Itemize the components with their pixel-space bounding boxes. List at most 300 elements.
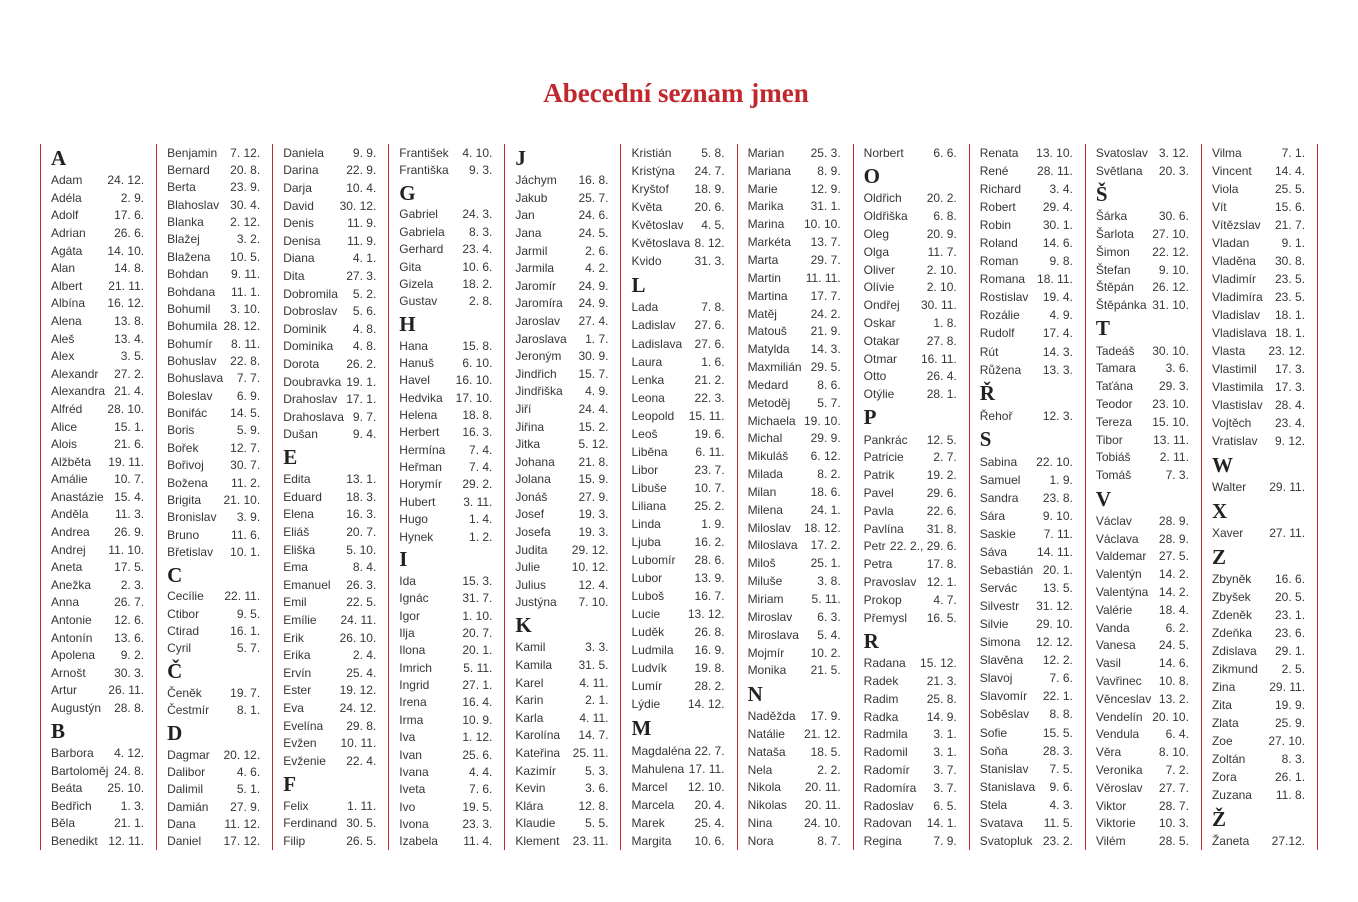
list-item — [748, 626, 841, 644]
list-item — [399, 493, 492, 510]
list-item-date: 26. 7. — [114, 595, 145, 610]
list-item-name: Hubert — [399, 494, 436, 509]
list-item-name: Julie — [515, 560, 541, 575]
letter-heading: W — [1211, 452, 1233, 477]
list-item-date: 25. 9. — [1275, 716, 1306, 730]
list-item — [1212, 478, 1305, 496]
list-item-date: 9. 10. — [1158, 262, 1189, 277]
list-item-date: 22. 1. — [1042, 689, 1073, 704]
list-item-name: Ludmila — [631, 643, 674, 658]
list-item — [864, 538, 957, 556]
list-item — [51, 541, 144, 559]
list-item-name: Ester — [283, 683, 312, 698]
list-item — [399, 815, 492, 832]
list-item — [51, 224, 144, 242]
list-item-date: 8. 2. — [817, 467, 841, 482]
list-item — [980, 633, 1073, 651]
list-item-name: Šarlota — [1095, 226, 1134, 241]
list-item-date: 13. 1. — [346, 472, 377, 487]
list-item-name: Justýna — [515, 595, 557, 610]
list-item-date: 3. 10. — [230, 301, 261, 316]
list-item-name: Anastázie — [51, 489, 104, 504]
letter-heading: T — [1095, 316, 1110, 341]
list-item-date: 27. 10. — [1152, 226, 1189, 241]
list-item-name: Martin — [747, 270, 781, 285]
list-item-name: Gabriel — [399, 207, 438, 222]
list-item-date: 4. 1. — [352, 251, 377, 266]
list-item — [980, 724, 1073, 742]
list-item-name: Bohdana — [167, 284, 216, 299]
list-item-name: Oleg — [863, 226, 890, 241]
list-item — [283, 390, 376, 408]
list-item-name: Petr — [863, 539, 886, 554]
list-item-name: Slavěna — [979, 653, 1024, 668]
list-item-name: Norbert — [863, 145, 904, 160]
list-item — [1212, 216, 1305, 234]
list-item — [631, 443, 724, 461]
list-item — [1096, 243, 1189, 261]
list-item-name: Eliška — [283, 542, 316, 557]
list-item-date: 8. 9. — [817, 163, 841, 178]
list-item — [748, 340, 841, 358]
list-item-name: Alexandr — [51, 366, 99, 381]
list-item — [51, 259, 144, 277]
list-item-name: Lada — [631, 300, 659, 315]
list-item-date: 22. 10. — [1036, 454, 1073, 469]
list-item-name: Maxmilián — [747, 360, 802, 375]
list-item-date: 15. 9. — [578, 472, 609, 487]
list-item-date: 7. 7. — [236, 371, 261, 386]
list-item-name: Gabriela — [399, 224, 445, 239]
list-item — [864, 225, 957, 243]
list-item-name: Vítězslav — [1211, 218, 1261, 232]
list-item-name: Jonáš — [515, 489, 548, 504]
list-item-name: Žaneta — [1211, 834, 1250, 848]
list-item-date: 22. 3. — [694, 390, 725, 405]
list-item-date: 9. 4. — [352, 427, 377, 442]
list-item-date: 4. 3. — [1049, 797, 1073, 812]
list-item-date: 23. 4. — [462, 242, 493, 257]
list-item-date: 13. 8. — [114, 313, 145, 328]
list-item — [980, 796, 1073, 814]
list-item-date: 24. 1. — [810, 502, 841, 517]
list-item-date: 3. 3. — [585, 640, 609, 655]
list-item-name: Michal — [747, 431, 783, 446]
list-item-date: 7. 11. — [1043, 527, 1073, 542]
list-item-name: Mariana — [747, 163, 791, 178]
list-item-date: 18. 1. — [1275, 308, 1306, 322]
list-item-name: Slavomír — [979, 689, 1028, 704]
list-item-name: Lucie — [631, 607, 661, 622]
list-item — [167, 300, 260, 317]
list-item — [631, 216, 724, 234]
list-item-date: 3. 6. — [1165, 361, 1189, 376]
list-item-date: 12. 1. — [926, 575, 957, 590]
list-item — [515, 744, 608, 762]
list-item-name: Libor — [631, 462, 659, 477]
list-item-date: 22. 9. — [346, 163, 377, 178]
letter-heading: S — [979, 427, 992, 452]
list-item-date: 29. 6. — [926, 486, 957, 501]
list-item-date: 24. 5. — [578, 225, 609, 240]
list-item-date: 4. 9. — [1049, 308, 1073, 323]
list-item-name: Antonín — [51, 630, 93, 645]
list-item — [515, 295, 608, 313]
list-item-name: Kvido — [631, 254, 662, 269]
list-item — [1096, 449, 1189, 467]
list-item — [980, 597, 1073, 615]
list-item — [1096, 360, 1189, 378]
list-item-date: 11. 2. — [231, 475, 261, 490]
list-item — [515, 435, 608, 453]
list-item — [980, 361, 1073, 379]
list-item-name: Svatava — [979, 815, 1024, 830]
list-item — [399, 223, 492, 240]
list-item-name: Jiří — [515, 401, 532, 416]
list-item-name: Pravoslav — [863, 575, 917, 590]
list-item-name: Ignác — [399, 591, 429, 606]
list-item-name: Miloslava — [747, 538, 798, 553]
list-item-date: 27. 7. — [1158, 780, 1189, 795]
list-item-date: 23. 8. — [1042, 490, 1073, 505]
list-item-date: 19. 3. — [578, 525, 609, 540]
list-item-date: 23. 9. — [230, 180, 261, 195]
list-item — [515, 259, 608, 277]
list-item — [167, 196, 260, 213]
list-item-name: Radana — [863, 656, 906, 671]
list-item-name: Jan — [515, 208, 535, 223]
list-item-date: 17. 10. — [455, 390, 493, 405]
list-item — [864, 431, 957, 449]
list-item — [283, 267, 376, 285]
list-item-name: Josef — [515, 507, 545, 522]
list-item — [980, 180, 1073, 198]
list-item-date: 6. 2. — [1165, 620, 1189, 635]
list-item — [51, 815, 144, 833]
list-item-name: Ondřej — [863, 298, 900, 313]
list-item-name: Václava — [1095, 531, 1139, 546]
list-item-name: Prokop — [863, 592, 902, 607]
list-item-date: 20. 11. — [804, 780, 841, 795]
list-item — [399, 161, 492, 178]
list-item-date: 26. 12. — [1152, 280, 1189, 295]
list-item-date: 23. 4. — [1275, 416, 1306, 430]
list-item — [399, 624, 492, 641]
list-item-name: Emílie — [283, 613, 317, 628]
list-item-date: 10. 8. — [1158, 673, 1189, 688]
list-item — [167, 815, 260, 832]
list-item-name: Liliana — [631, 498, 667, 513]
list-item-date: 28. 9. — [1158, 513, 1189, 528]
list-item-name: Klement — [515, 833, 560, 848]
list-item — [399, 572, 492, 589]
letter-heading: K — [515, 613, 532, 638]
list-item-date: 3. 8. — [817, 574, 841, 589]
list-item-date: 8. 1. — [236, 703, 261, 718]
list-item — [515, 488, 608, 506]
list-item-name: Viktorie — [1095, 816, 1136, 831]
list-item — [399, 642, 492, 659]
list-item-date: 8. 10. — [1158, 745, 1189, 760]
list-item — [515, 656, 608, 674]
list-item-name: Leona — [631, 390, 665, 405]
list-item-date: 16. 8. — [578, 173, 609, 188]
list-item — [283, 594, 376, 612]
list-item-date: 10. 7. — [694, 480, 725, 495]
list-item-name: Šárka — [1095, 209, 1128, 224]
list-item — [864, 609, 957, 627]
list-item-date: 2. 10. — [926, 280, 957, 295]
list-item-date: 9. 5. — [236, 606, 261, 621]
list-item — [748, 778, 841, 796]
list-item-name: Ilona — [399, 643, 426, 658]
list-item-date: 19. 6. — [694, 426, 725, 441]
list-item-name: Denis — [283, 216, 314, 231]
list-item-date: 25. 11. — [572, 746, 609, 761]
list-item-name: Roman — [979, 254, 1019, 269]
list-item — [631, 587, 724, 605]
list-item-date: 24. 2. — [810, 306, 841, 321]
list-item-date: 18. 12. — [803, 520, 841, 535]
list-item-date: 11. 9. — [347, 233, 377, 248]
list-item-name: Dobromila — [283, 286, 338, 301]
list-item-name: František — [399, 145, 449, 160]
list-item-date: 27.12. — [1271, 834, 1306, 848]
list-item-date: 14. 12. — [687, 697, 725, 712]
list-item-name: Čeněk — [167, 685, 202, 700]
list-item-name: Vladislav — [1211, 308, 1260, 322]
list-item-date: 15. 8. — [462, 338, 493, 353]
list-item-date: 26. 4. — [926, 369, 957, 384]
list-item-name: Květa — [631, 200, 663, 215]
list-item-name: Silvestr — [979, 599, 1020, 614]
list-item-name: Ivana — [399, 764, 429, 779]
list-item-date: 17. 8. — [926, 557, 957, 572]
list-item-date: 26. 9. — [114, 525, 145, 540]
list-item-date: 9. 12. — [1275, 434, 1306, 448]
list-item-name: Barbora — [51, 746, 94, 761]
list-item-name: Simona — [979, 635, 1021, 650]
list-item-date: 11. 10. — [108, 542, 145, 557]
list-item-name: Šimon — [1095, 244, 1130, 259]
list-item-name: Viola — [1211, 182, 1239, 196]
list-item — [1212, 588, 1305, 606]
list-item — [51, 453, 144, 471]
list-item-name: Františka — [399, 163, 449, 178]
list-item-name: Linda — [631, 516, 661, 531]
list-item — [631, 832, 724, 850]
list-item — [748, 287, 841, 305]
list-item-name: Slavoj — [979, 671, 1013, 686]
letter-heading: R — [863, 628, 879, 653]
list-item-name: Zlata — [1211, 716, 1239, 730]
list-item — [399, 144, 492, 161]
list-item-name: Berta — [167, 180, 196, 195]
list-item-name: Heřman — [399, 460, 442, 475]
list-item — [51, 699, 144, 717]
list-item-name: Diana — [283, 251, 315, 266]
list-item-name: Aneta — [51, 560, 83, 575]
list-item-date: 26. 10. — [339, 630, 377, 645]
list-item-name: Bruno — [167, 527, 200, 542]
list-item-name: Oskar — [863, 315, 896, 330]
list-item-date: 8. 3. — [469, 224, 493, 239]
list-item — [167, 622, 260, 639]
list-item-name: Radek — [863, 673, 899, 688]
list-item-date: 25. 10. — [107, 781, 145, 796]
list-item-name: Vlasta — [1211, 344, 1246, 358]
list-item — [864, 591, 957, 609]
list-item-name: Damián — [167, 799, 209, 814]
list-item — [748, 233, 841, 251]
list-item-date: 7. 3. — [1165, 468, 1189, 483]
list-item-name: Bernard — [167, 163, 210, 178]
list-item — [864, 725, 957, 743]
list-item — [167, 404, 260, 421]
list-item-name: Dagmar — [167, 747, 210, 762]
list-item-name: Radomíra — [863, 780, 917, 795]
list-item-name: Agáta — [51, 243, 83, 258]
list-item-date: 21. 4. — [114, 384, 145, 399]
list-item — [515, 453, 608, 471]
list-item-name: Svatoslav — [1095, 145, 1148, 160]
list-item — [515, 312, 608, 330]
list-item-name: Sofie — [979, 725, 1008, 740]
list-item — [1212, 786, 1305, 804]
list-item — [283, 797, 376, 815]
list-item-name: Kryštof — [631, 182, 669, 197]
list-item-date: 15. 5. — [1042, 725, 1073, 740]
list-item-date: 7. 2. — [1165, 762, 1189, 777]
list-item-date: 28. 3. — [1042, 743, 1073, 758]
list-item — [51, 779, 144, 797]
list-item-date: 16. 3. — [346, 507, 377, 522]
list-item — [631, 551, 724, 569]
list-item-name: Vanesa — [1095, 638, 1136, 653]
list-item-name: Doubravka — [283, 374, 342, 389]
list-item-name: Rút — [979, 344, 999, 359]
list-item-date: 9. 8. — [1049, 254, 1073, 269]
list-item-date: 24. 8. — [114, 763, 145, 778]
list-item-date: 27. 9. — [230, 799, 261, 814]
list-item — [51, 646, 144, 664]
list-item — [283, 179, 376, 197]
list-item — [399, 258, 492, 275]
list-item — [748, 554, 841, 572]
list-item-name: Vlastimil — [1211, 362, 1257, 376]
list-item-name: Klára — [515, 798, 544, 813]
list-item-date: 4. 7. — [933, 592, 957, 607]
list-item — [631, 234, 724, 252]
list-item-name: Vincent — [1211, 164, 1252, 178]
list-item-name: Zdislava — [1211, 644, 1257, 658]
list-item-name: Igor — [399, 608, 420, 623]
list-item-name: Bohdan — [167, 267, 209, 282]
list-item-date: 14. 2. — [1158, 584, 1189, 599]
list-item-name: Marek — [631, 815, 665, 830]
list-item-date: 30. 4. — [230, 197, 261, 212]
list-item — [1096, 144, 1189, 162]
list-item — [1096, 225, 1189, 243]
list-item — [167, 605, 260, 622]
list-item-date: 20. 1. — [462, 643, 493, 658]
list-item-date: 12. 8. — [578, 798, 609, 813]
list-item — [980, 525, 1073, 543]
list-item — [748, 707, 841, 725]
list-item — [631, 533, 724, 551]
list-item-date: 22. 8. — [230, 353, 261, 368]
list-item — [864, 654, 957, 672]
list-item — [399, 676, 492, 693]
list-item — [51, 576, 144, 594]
list-item — [167, 701, 260, 718]
name-column — [156, 144, 272, 850]
list-item — [515, 691, 608, 709]
list-item — [1212, 714, 1305, 732]
list-item — [399, 590, 492, 607]
list-item — [1096, 278, 1189, 296]
list-item — [1212, 768, 1305, 786]
list-item — [167, 335, 260, 352]
list-item-name: Kristián — [631, 146, 672, 161]
list-item-name: Dušan — [283, 427, 318, 442]
list-item-date: 13. 4. — [114, 331, 145, 346]
list-item-name: Darja — [283, 180, 312, 195]
list-item — [1096, 565, 1189, 583]
list-item — [980, 407, 1073, 425]
list-item — [1096, 708, 1189, 726]
list-item-name: Dominik — [283, 321, 327, 336]
list-item-date: 6. 10. — [462, 355, 493, 370]
list-item-name: Hynek — [399, 529, 434, 544]
list-item — [864, 314, 957, 332]
list-item — [1212, 144, 1305, 162]
list-item-name: Alois — [51, 437, 78, 452]
list-item-date: 16. 11. — [920, 351, 957, 366]
list-item — [515, 779, 608, 797]
list-item-date: 16. 7. — [694, 589, 725, 604]
list-item — [748, 430, 841, 448]
list-item-name: Mahulena — [631, 761, 685, 776]
list-item-name: Bohuslav — [167, 353, 217, 368]
list-item-name: Bohuslava — [167, 371, 224, 386]
list-item-date: 1. 6. — [701, 354, 725, 369]
list-item-date: 21. 12. — [803, 726, 841, 741]
list-item — [864, 332, 957, 350]
list-item — [864, 466, 957, 484]
list-item — [167, 509, 260, 526]
list-item — [864, 385, 957, 403]
list-item-name: Emil — [283, 595, 307, 610]
list-item-date: 9. 10. — [1042, 508, 1073, 523]
list-item-name: Sebastián — [979, 563, 1034, 578]
list-item — [631, 623, 724, 641]
list-item-name: Bořivoj — [167, 458, 204, 473]
list-item-name: Řehoř — [979, 408, 1013, 423]
list-item — [1212, 270, 1305, 288]
list-item — [399, 293, 492, 310]
list-item-name: David — [283, 198, 314, 213]
list-item-date: 23. 10. — [1152, 397, 1189, 412]
list-item — [1096, 512, 1189, 530]
list-item-date: 28. 1. — [926, 387, 957, 402]
list-item — [51, 347, 144, 365]
list-item — [515, 330, 608, 348]
list-item-date: 2. 8. — [469, 294, 493, 309]
list-item-name: Apolena — [51, 648, 96, 663]
list-item-name: Blanka — [167, 215, 204, 230]
list-item — [1212, 678, 1305, 696]
